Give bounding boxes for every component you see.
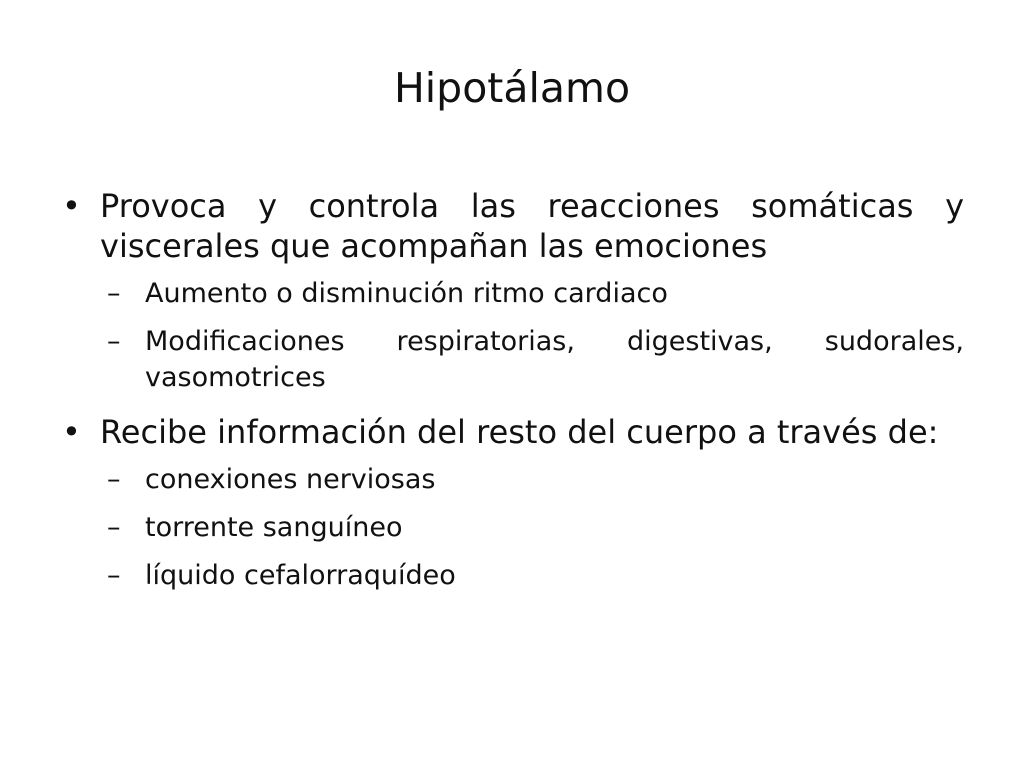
dash-glyph: – bbox=[107, 326, 121, 357]
sub-bullet-text: torrente sanguíneo bbox=[145, 512, 403, 543]
dash-glyph: – bbox=[107, 278, 121, 309]
dash-glyph: – bbox=[107, 560, 121, 591]
sub-bullet-text: Aumento o disminución ritmo cardiaco bbox=[145, 278, 668, 309]
bullet-text: Provoca y controla las reacciones somáticas y viscerales que acompañan las emociones bbox=[100, 187, 964, 265]
sub-bullet-text: conexiones nerviosas bbox=[145, 464, 436, 495]
sub-bullet-item bbox=[62, 558, 964, 594]
bullet-list bbox=[62, 186, 964, 606]
sub-bullet-text: Modificaciones respiratorias, digestivas, sudorales, vasomotrices bbox=[145, 326, 964, 393]
sub-bullet-item bbox=[62, 276, 964, 312]
sub-bullet-item bbox=[62, 510, 964, 546]
dash-glyph: – bbox=[107, 512, 121, 543]
bullet-glyph: • bbox=[62, 413, 81, 451]
bullet-item bbox=[62, 412, 964, 452]
bullet-text: Recibe información del resto del cuerpo a través de: bbox=[100, 413, 939, 451]
bullet-item bbox=[62, 186, 964, 266]
sub-bullet-text: líquido cefalorraquídeo bbox=[145, 560, 456, 591]
sub-bullet-item bbox=[62, 324, 964, 396]
sub-bullet-item bbox=[62, 462, 964, 498]
slide-title: Hipotálamo bbox=[393, 64, 631, 112]
bullet-glyph: • bbox=[62, 187, 81, 225]
dash-glyph: – bbox=[107, 464, 121, 495]
